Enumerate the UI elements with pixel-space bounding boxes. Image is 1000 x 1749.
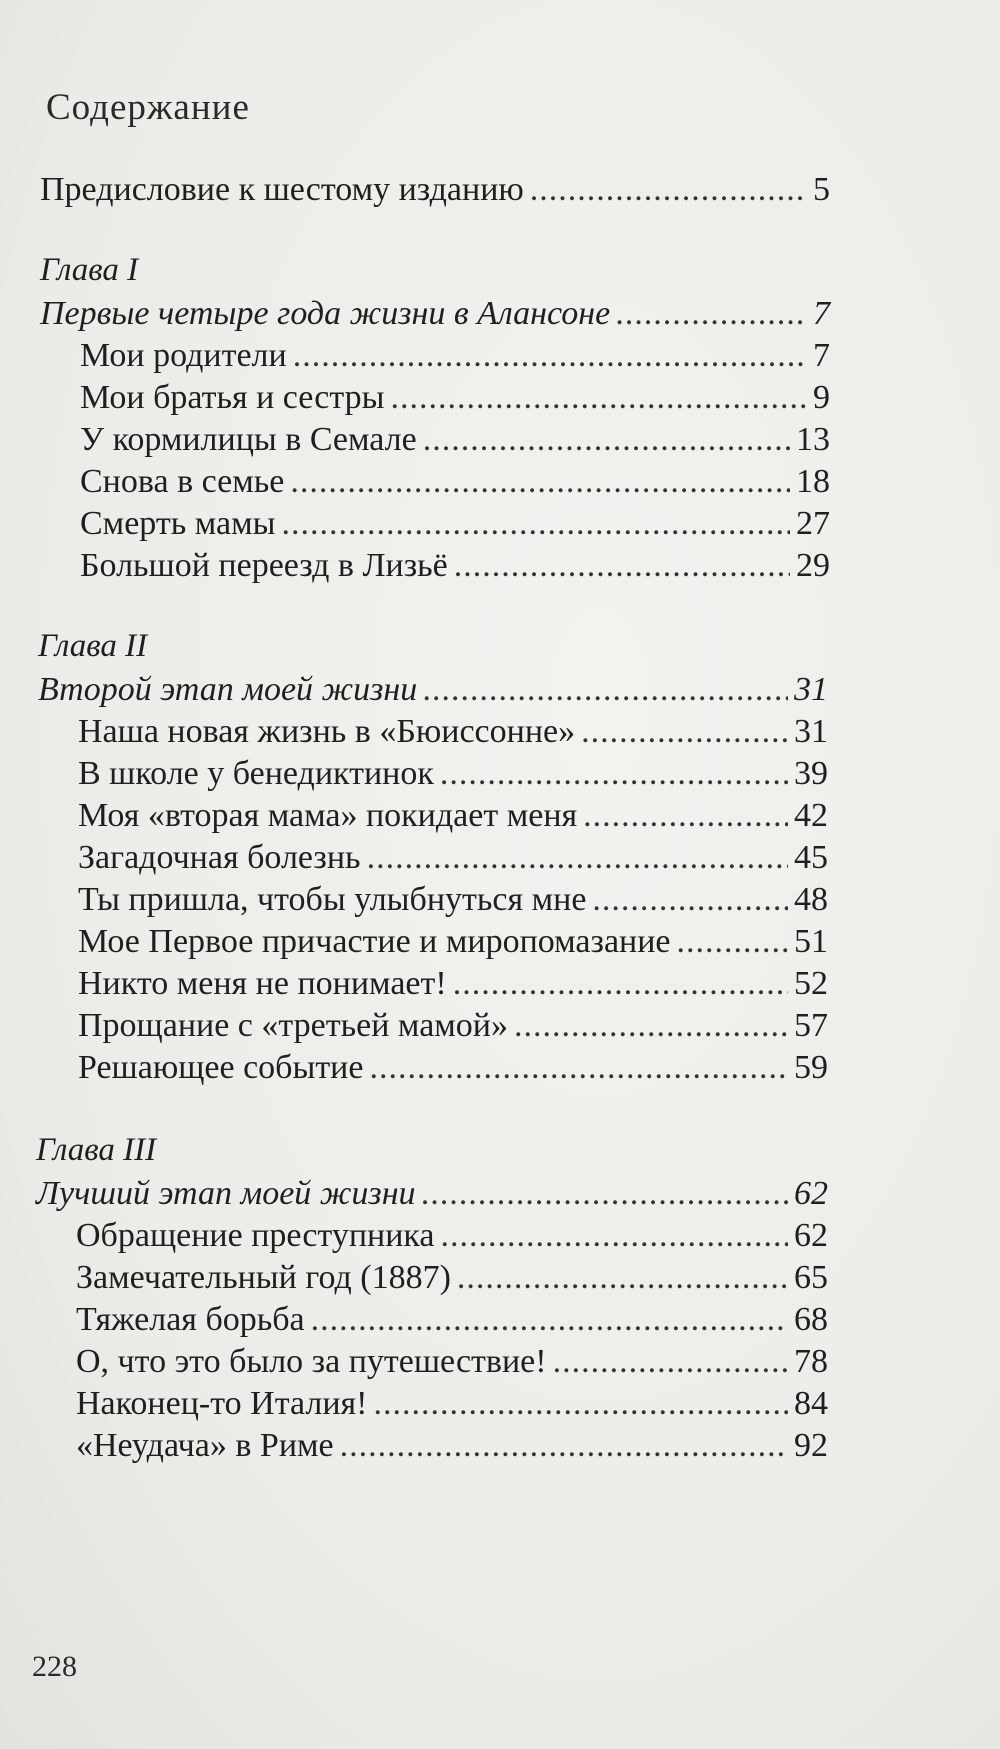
toc-entry-page: 78 xyxy=(794,1343,828,1380)
toc-entry-title: Первые четыре года жизни в Алансоне xyxy=(40,295,611,332)
chapter-title-entry xyxy=(38,670,828,710)
toc-entry-title: Замечательный год (1887) xyxy=(76,1259,451,1296)
dot-leader xyxy=(592,880,788,920)
dot-leader xyxy=(311,1300,788,1340)
toc-entry-page: 62 xyxy=(794,1217,828,1254)
toc-heading: Содержание xyxy=(46,87,250,128)
dot-leader xyxy=(422,1174,788,1214)
toc-entry-title: Большой переезд в Лизьё xyxy=(80,547,448,584)
toc-entry-page: 29 xyxy=(796,547,830,584)
toc-entry-page: 13 xyxy=(796,421,830,458)
toc-entry-title: Смерть мамы xyxy=(80,505,276,542)
toc-entry xyxy=(78,964,828,1004)
toc-entry xyxy=(78,838,828,878)
toc-entry-page: 27 xyxy=(796,505,830,542)
toc-entry xyxy=(80,546,830,586)
toc-entry-page: 45 xyxy=(794,839,828,876)
toc-entry-page: 7 xyxy=(813,295,830,332)
page-number: 228 xyxy=(32,1650,77,1683)
toc-entry xyxy=(76,1384,828,1424)
toc-entry xyxy=(76,1216,828,1256)
dot-leader xyxy=(553,1342,788,1382)
toc-entry xyxy=(80,462,830,502)
toc-entry-title: «Неудача» в Риме xyxy=(76,1427,334,1464)
toc-entry xyxy=(78,796,828,836)
dot-leader xyxy=(583,796,788,836)
toc-entry-page: 84 xyxy=(794,1385,828,1422)
toc-entry-title: О, что это было за путешествие! xyxy=(76,1343,547,1380)
toc-entry xyxy=(78,1006,828,1046)
toc-entry-title: Второй этап моей жизни xyxy=(38,671,418,708)
toc-entry-title: В школе у бенедиктинок xyxy=(78,755,434,792)
dot-leader xyxy=(293,336,807,376)
dot-leader xyxy=(281,504,790,544)
toc-entry-title: Предисловие к шестому изданию xyxy=(40,171,524,208)
toc-entry-page: 9 xyxy=(813,379,830,416)
toc-entry-page: 68 xyxy=(794,1301,828,1338)
dot-leader xyxy=(440,754,788,794)
toc-entry-title: Моя «вторая мама» покидает меня xyxy=(78,797,578,834)
toc-entry-page: 31 xyxy=(794,671,828,708)
dot-leader xyxy=(290,462,790,502)
toc-entry-title: Решающее событие xyxy=(78,1049,364,1086)
toc-entry-title: Прощание с «третьей мамой» xyxy=(78,1007,508,1044)
toc-entry-page: 92 xyxy=(794,1427,828,1464)
toc-entry-page: 42 xyxy=(794,797,828,834)
toc-entry-title: Обращение преступника xyxy=(76,1217,435,1254)
toc-entry-page: 59 xyxy=(794,1049,828,1086)
toc-entry-title: Мои родители xyxy=(80,337,287,374)
chapter-label: Глава III xyxy=(36,1132,157,1168)
dot-leader xyxy=(581,712,788,752)
dot-leader xyxy=(453,964,788,1004)
toc-entry-page: 52 xyxy=(794,965,828,1002)
toc-entry xyxy=(78,880,828,920)
dot-leader xyxy=(369,1048,788,1088)
dot-leader xyxy=(677,922,788,962)
toc-entry-title: Ты пришла, чтобы улыбнуться мне xyxy=(78,881,587,918)
dot-leader xyxy=(367,838,788,878)
toc-entry xyxy=(76,1258,828,1298)
toc-entry xyxy=(80,378,830,418)
dot-leader xyxy=(340,1426,788,1466)
dot-leader xyxy=(374,1384,789,1424)
dot-leader xyxy=(390,378,807,418)
toc-entry-page: 7 xyxy=(813,337,830,374)
toc-entry xyxy=(78,922,828,962)
toc-entry xyxy=(78,1048,828,1088)
dot-leader xyxy=(441,1216,788,1256)
toc-entry-title: Наша новая жизнь в «Бюиссонне» xyxy=(78,713,576,750)
chapter-title-entry xyxy=(36,1174,828,1214)
dot-leader xyxy=(530,170,807,210)
toc-entry-page: 57 xyxy=(794,1007,828,1044)
dot-leader xyxy=(423,670,788,710)
toc-entry-title: Загадочная болезнь xyxy=(78,839,361,876)
toc-entry xyxy=(78,754,828,794)
toc-entry-page: 65 xyxy=(794,1259,828,1296)
toc-entry-page: 31 xyxy=(794,713,828,750)
dot-leader xyxy=(423,420,790,460)
toc-entry xyxy=(76,1342,828,1382)
toc-entry-title: Никто меня не понимает! xyxy=(78,965,447,1002)
toc-entry-page: 18 xyxy=(796,463,830,500)
toc-entry xyxy=(76,1426,828,1466)
toc-entry-page: 51 xyxy=(794,923,828,960)
chapter-label: Глава I xyxy=(40,252,139,288)
dot-leader xyxy=(457,1258,788,1298)
toc-entry-title: У кормилицы в Семале xyxy=(80,421,417,458)
dot-leader xyxy=(616,294,807,334)
toc-entry xyxy=(80,420,830,460)
chapter-label: Глава II xyxy=(38,628,148,664)
toc-entry-page: 48 xyxy=(794,881,828,918)
toc-entry-page: 62 xyxy=(794,1175,828,1212)
toc-entry xyxy=(80,336,830,376)
dot-leader xyxy=(454,546,790,586)
toc-entry-title: Лучший этап моей жизни xyxy=(36,1175,416,1212)
toc-entry xyxy=(80,504,830,544)
toc-entry-title: Тяжелая борьба xyxy=(76,1301,305,1338)
toc-entry-page: 39 xyxy=(794,755,828,792)
toc-entry-title: Снова в семье xyxy=(80,463,285,500)
toc-entry xyxy=(76,1300,828,1340)
toc-entry xyxy=(78,712,828,752)
toc-entry-page: 5 xyxy=(813,171,830,208)
toc-entry-title: Мое Первое причастие и миропомазание xyxy=(78,923,671,960)
toc-entry-preface xyxy=(40,170,830,210)
dot-leader xyxy=(514,1006,788,1046)
toc-entry-title: Мои братья и сестры xyxy=(80,379,385,416)
toc-entry-title: Наконец-то Италия! xyxy=(76,1385,368,1422)
chapter-title-entry xyxy=(40,294,830,334)
